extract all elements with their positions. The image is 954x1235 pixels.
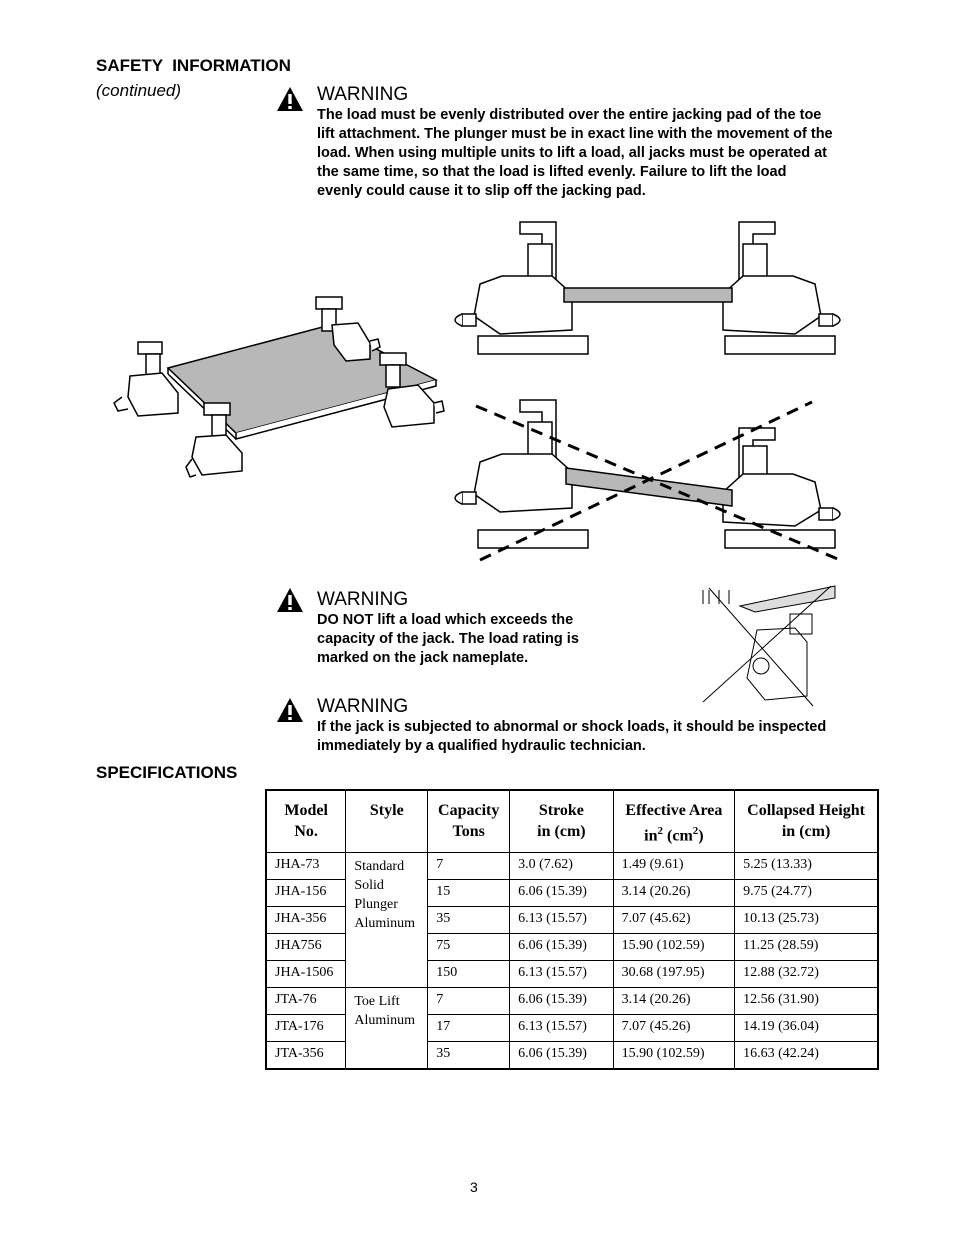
warning-icon	[276, 86, 304, 112]
capacity-cell: 7	[428, 853, 510, 880]
model-cell: JHA-1506	[266, 961, 346, 988]
header-effective-area: Effective Area $in^2$ $(cm^2)$	[613, 790, 734, 853]
area-cell: 15.90 (102.59)	[613, 1042, 734, 1070]
model-cell: JTA-356	[275, 1046, 324, 1062]
warning-icon	[276, 587, 304, 613]
area-cell: 15.90 (102.59)	[613, 934, 734, 961]
stroke-cell: 6.13 (15.57)	[510, 1015, 614, 1042]
specifications-table	[265, 789, 879, 1070]
continued-label: (continued)	[96, 81, 182, 100]
stroke-cell: 6.13 (15.57)	[510, 961, 614, 988]
capacity-cell: 35	[428, 907, 510, 934]
page-number: 3	[470, 1179, 478, 1195]
header-capacity: Capacity Tons	[428, 790, 510, 853]
stroke-cell: 6.06 (15.39)	[510, 988, 614, 1015]
area-cell: 7.07 (45.62)	[613, 907, 734, 934]
model-cell: JHA-73	[266, 853, 346, 880]
header-stroke: Stroke in (cm)	[510, 790, 614, 853]
area-cell: 3.14 (20.26)	[613, 880, 734, 907]
warning-text: DO NOT lift a load which exceeds the capacity of the jack. The load rating is marked on the jack nameplate.	[317, 612, 579, 666]
warning-title: WARNING	[317, 589, 409, 610]
specifications-title: SPECIFICATIONS	[96, 763, 238, 782]
model-cell: JHA-356	[266, 907, 346, 934]
four-jack-illustration	[108, 285, 453, 490]
even-load-illustration	[440, 220, 855, 355]
area-cell: 7.07 (45.26)	[613, 1015, 734, 1042]
capacity-cell: 15	[428, 880, 510, 907]
capacity-cell: 7	[428, 988, 510, 1015]
collapsed-cell: 14.19 (36.04)	[735, 1015, 878, 1042]
collapsed-cell: 12.88 (32.72)	[735, 961, 878, 988]
warning-title: WARNING	[317, 696, 409, 717]
model-cell: JTA-176	[266, 1015, 346, 1042]
model-cell: JHA756	[266, 934, 346, 961]
warning-icon	[276, 697, 304, 723]
collapsed-cell: 11.25 (28.59)	[735, 934, 878, 961]
capacity-cell: 17	[428, 1015, 510, 1042]
area-cell: 1.49 (9.61)	[613, 853, 734, 880]
collapsed-cell: 12.56 (31.90)	[735, 988, 878, 1015]
stroke-cell: 6.06 (15.39)	[510, 934, 614, 961]
collapsed-cell: 9.75 (24.77)	[735, 880, 878, 907]
collapsed-cell: 5.25 (13.33)	[735, 853, 878, 880]
table-row	[266, 853, 878, 880]
capacity-cell: 150	[428, 961, 510, 988]
stroke-cell: 6.13 (15.57)	[510, 907, 614, 934]
area-cell: 3.14 (20.26)	[613, 988, 734, 1015]
style-cell: Standard Solid Plunger Aluminum	[346, 853, 428, 988]
collapsed-cell: 10.13 (25.73)	[735, 907, 878, 934]
collapsed-cell: 16.63 (42.24)	[735, 1042, 878, 1070]
section-title: SAFETY INFORMATION	[96, 56, 291, 75]
style-cell: Toe Lift Aluminum	[346, 988, 428, 1070]
header-style: Style	[346, 790, 428, 853]
stroke-cell: 6.06 (15.39)	[510, 880, 614, 907]
warning-text: If the jack is subjected to abnormal or shock loads, it should be inspected immediately by a qualified hydraulic technician.	[317, 719, 827, 754]
table-row	[266, 988, 878, 1015]
overload-illustration	[695, 578, 840, 710]
area-cell: 30.68 (197.95)	[613, 961, 734, 988]
stroke-cell: 3.0 (7.62)	[510, 853, 614, 880]
capacity-cell: 75	[428, 934, 510, 961]
table-header-row	[266, 790, 878, 853]
warning-text: The load must be evenly distributed over the entire jacking pad of the toe lift attachment. The plunger must be in exact line with the movement of the load. When using multiple units to lift a load, all jacks must be operated at the same time, so that the load is lifted evenly. Failure to lift the load evenly could cause it to slip off the jacking pad.	[317, 107, 833, 199]
model-cell: JHA-156	[266, 880, 346, 907]
uneven-load-illustration	[440, 398, 855, 568]
header-model: Model No.	[266, 790, 346, 853]
header-collapsed-height: Collapsed Height in (cm)	[735, 790, 878, 853]
stroke-cell: 6.06 (15.39)	[510, 1042, 614, 1070]
model-cell: JTA-76	[266, 988, 346, 1015]
warning-title: WARNING	[317, 84, 409, 105]
capacity-cell: 35	[428, 1042, 510, 1070]
